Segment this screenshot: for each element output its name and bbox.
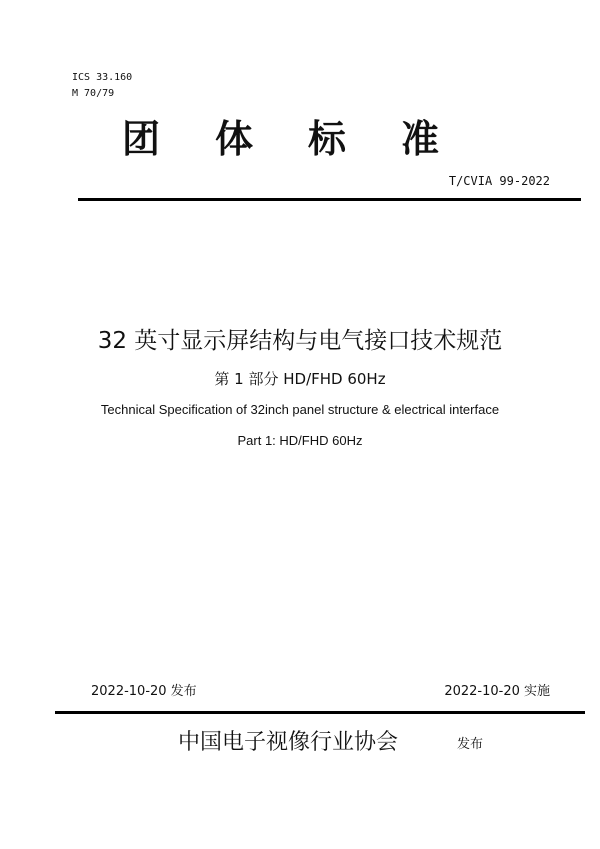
- document-part-en: Part 1: HD/FHD 60Hz: [237, 433, 363, 448]
- document-title-en: Technical Specification of 32inch panel structure & electrical interface: [100, 402, 500, 417]
- ics-code: ICS 33.160: [72, 72, 133, 83]
- document-title-cn: 32 英寸显示屏结构与电气接口技术规范: [97, 328, 503, 354]
- issue-date: 2022-10-20 发布: [91, 684, 197, 699]
- standard-number: T/CVIA 99-2022: [448, 174, 550, 188]
- publish-label: 发布: [457, 737, 484, 752]
- implementation-date: 2022-10-20 实施: [444, 684, 550, 699]
- document-part-cn: 第 1 部分 HD/FHD 60Hz: [214, 370, 386, 388]
- footer-divider: [55, 711, 585, 714]
- header-divider: [78, 198, 581, 201]
- standard-type-heading: 团体标准: [122, 117, 495, 161]
- publisher-name: 中国电子视像行业协会: [178, 730, 399, 755]
- ccs-code: M 70/79: [72, 88, 115, 99]
